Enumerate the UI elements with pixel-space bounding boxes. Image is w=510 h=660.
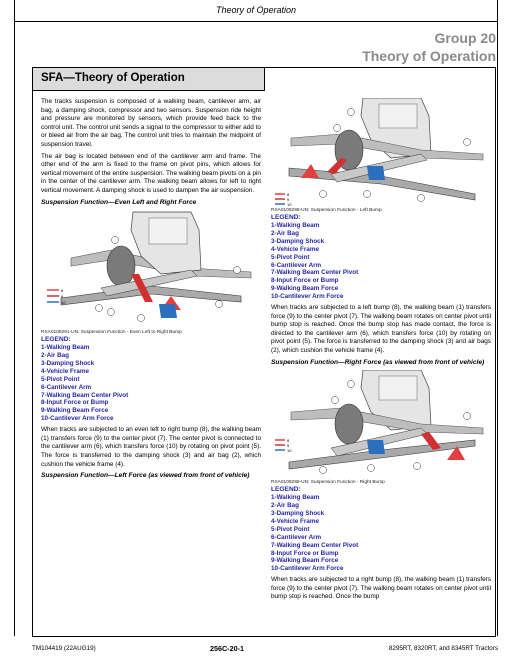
legend-item: 4-Vehicle Frame (41, 367, 89, 375)
figure-cab-shape (379, 376, 417, 400)
legend-title: LEGEND: (271, 214, 301, 221)
legend-item: 2-Air Bag (41, 352, 69, 360)
legend-item: 7-Walking Beam Center Pivot (271, 541, 359, 549)
legend-left-bump (271, 214, 491, 301)
caption-left-bump: RXA0109298-UN: Suspension Function - Left Bump (271, 208, 382, 213)
key-label-8: 8 (61, 288, 64, 294)
key-label-10: 10 (287, 448, 292, 454)
legend-item: 7-Walking Beam Center Pivot (271, 269, 359, 277)
legend-item: 4-Vehicle Frame (271, 517, 319, 525)
legend-item: 5-Pivot Point (271, 253, 310, 261)
figure-airbag-shape (107, 246, 135, 286)
legend-item: 4-Vehicle Frame (271, 245, 319, 253)
legend-item: 10-Cantilever Arm Force (41, 415, 114, 423)
sfa-header (33, 68, 265, 91)
left-column (41, 98, 261, 484)
legend-item: 2-Air Bag (271, 229, 299, 237)
legend-item: 3-Damping Shock (41, 359, 95, 367)
figure-airbag-shape (335, 404, 363, 444)
key-label-9: 9 (287, 197, 290, 202)
running-head-text: Theory of Operation (215, 5, 297, 15)
caption-right-bump: RXA0109299-UN: Suspension Function - Right Bump (271, 480, 385, 486)
subhead-right-force: Suspension Function—Right Force (as viewed from front of vehicle) (271, 358, 485, 366)
content-box (32, 67, 496, 637)
airbag-paragraph: The air bag is located between end of the cantilever arm and frame. The other end of the arm is fixed to the frame on pivot pins, which allows for vertical movement of the entire suspension. The walking beam pivots on a pin in the center of the cantilever arm. The walking beam allows for left to right vertical movement. A damping shock is used to dampen the air suspension. (41, 152, 261, 194)
legend-item: 8-Input Force or Bump (271, 277, 339, 285)
figure-cab-shape (149, 218, 187, 244)
legend-item: 10-Cantilever Arm Force (271, 293, 344, 301)
legend-item: 9-Walking Beam Force (41, 407, 109, 415)
legend-right-bump (271, 486, 491, 573)
left-bump-paragraph: When tracks are subjected to a left bump (8), the walking beam (1) transfers force (9) to the center pivot (7). The walking beam rotates on center pivot until bump stop is reached. Once the bump stop has made contact, the force is directed to the cantilever arm (6), which transfers force (10) by rotating on pivot point (5). The force is transferred to the damping shock (3) and air bags (2), which cushion the vehicle frame (4). (271, 304, 491, 355)
figure-even-bump (41, 210, 261, 328)
legend-item: 8-Input Force or Bump (41, 399, 109, 407)
legend-item: 6-Cantilever Arm (41, 383, 92, 391)
key-label-8: 8 (287, 438, 290, 444)
legend-title: LEGEND: (271, 486, 301, 494)
footer-doc-id: TM104419 (22AUG19) (32, 645, 96, 652)
legend-item: 1-Walking Beam (271, 222, 320, 229)
figure-cab-shape (379, 104, 417, 128)
legend-item: 6-Cantilever Arm (271, 533, 322, 541)
even-bump-paragraph: When tracks are subjected to an even left to right bump (8), the walking beam (1) transfers force (9) to the center pivot (7). The center pivot is connected to the cantilever arm (6), which transfers force (10) by rotating on pivot point (5). The force is transferred to the damping shock (3) and air bag (2), which cushion the vehicle frame (4). (41, 426, 261, 468)
key-label-9: 9 (287, 443, 290, 449)
page-frame-left (14, 0, 15, 636)
legend-title: LEGEND: (41, 336, 71, 344)
key-label-8: 8 (287, 192, 290, 197)
legend-item: 10-Cantilever Arm Force (271, 565, 344, 573)
legend-even-bump (41, 336, 261, 423)
figure-arrow-key (47, 288, 66, 305)
figure-force-arrow-10 (159, 304, 177, 318)
right-column (271, 96, 491, 605)
figure-arrow-key (275, 438, 292, 453)
figure-left-bump (271, 98, 491, 206)
right-bump-paragraph: When tracks are subjected to a right bump (8), the walking beam (1) transfers force (9) to the center pivot (7). The walking beam rotates on center pivot until bump stop is reached. Once the bump (271, 576, 491, 601)
group-title: Group 20 (434, 30, 496, 46)
key-label-9: 9 (61, 294, 64, 300)
legend-item: 9-Walking Beam Force (271, 557, 339, 565)
legend-item: 7-Walking Beam Center Pivot (41, 391, 129, 399)
legend-item: 9-Walking Beam Force (271, 285, 339, 293)
intro-paragraph: The tracks suspension is composed of a walking beam, cantilever arm, air bag, a damping shock, compressor and two sensors. Suspension ride height and pressure are monitored by sensors, which provide feed back to the control unit. The control unit sends a signal to the compressor to either add to or bleed air from the air bag. The control unit tries to maintain the midpoint of suspension travel. (41, 98, 261, 148)
key-label-10: 10 (61, 300, 66, 306)
footer-model-list: 8295RT, 8320RT, and 8345RT Tractors (388, 645, 498, 652)
legend-item: 3-Damping Shock (271, 510, 325, 518)
legend-item: 1-Walking Beam (271, 494, 320, 502)
legend-item: 1-Walking Beam (41, 344, 90, 352)
figure-right-bump (271, 370, 491, 478)
caption-even-bump: RXA0109291-UN: Suspension Function - Even Left to Right Bump (41, 330, 182, 336)
running-head (14, 0, 498, 22)
legend-item: 5-Pivot Point (41, 375, 80, 383)
footer-page-number: 256C-20-1 (210, 644, 244, 653)
figure-force-arrow-10 (367, 440, 385, 454)
legend-item: 6-Cantilever Arm (271, 261, 322, 269)
section-title: Theory of Operation (362, 48, 496, 64)
page-frame-right (497, 0, 498, 636)
subhead-left-force: Suspension Function—Left Force (as viewed from front of vehicle) (41, 472, 250, 480)
page-footer (32, 642, 498, 656)
legend-item: 5-Pivot Point (271, 525, 310, 533)
key-label-10: 10 (287, 202, 292, 206)
legend-item: 2-Air Bag (271, 502, 299, 510)
legend-item: 8-Input Force or Bump (271, 549, 339, 557)
subhead-even-force: Suspension Function—Even Left and Right Force (41, 198, 197, 206)
legend-item: 3-Damping Shock (271, 237, 325, 245)
figure-force-arrow-10 (367, 166, 385, 180)
figure-beam-shape (61, 286, 241, 305)
figure-arrow-key (275, 192, 292, 206)
sfa-title: SFA—Theory of Operation (41, 72, 185, 84)
